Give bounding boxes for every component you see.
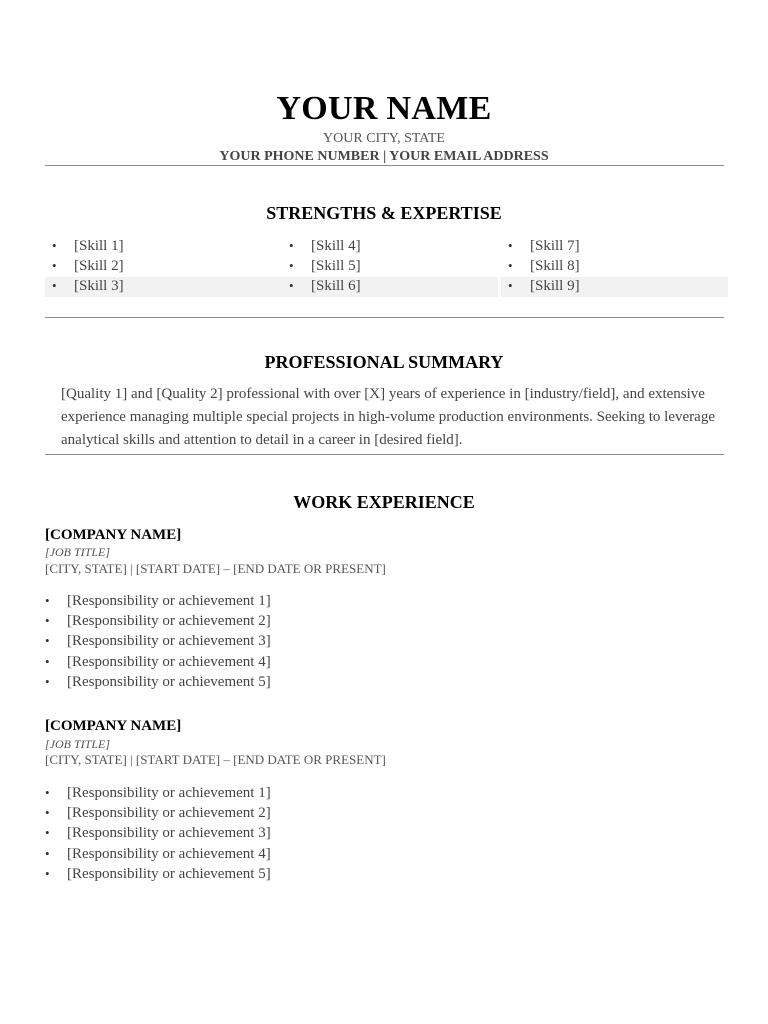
list-item: • [Responsibility or achievement 5] bbox=[45, 672, 645, 692]
responsibility-list bbox=[45, 591, 645, 692]
list-item: • [Responsibility or achievement 1] bbox=[45, 783, 645, 803]
skill-item: • [Skill 5] bbox=[289, 258, 361, 274]
bullet-icon: • bbox=[45, 805, 50, 821]
skills-row-highlight bbox=[45, 277, 728, 297]
bullet-icon: • bbox=[52, 238, 57, 253]
summary-title: PROFESSIONAL SUMMARY bbox=[264, 352, 504, 372]
experience-title: WORK EXPERIENCE bbox=[293, 492, 475, 512]
company-name: [COMPANY NAME] bbox=[45, 527, 182, 543]
bullet-icon: • bbox=[45, 633, 50, 649]
bullet-icon: • bbox=[45, 825, 50, 841]
header-divider bbox=[45, 165, 724, 166]
skill-item: • [Skill 4] bbox=[289, 238, 361, 254]
strengths-title: STRENGTHS & EXPERTISE bbox=[266, 203, 502, 223]
skill-item: • [Skill 7] bbox=[508, 238, 580, 254]
list-item: • [Responsibility or achievement 2] bbox=[45, 803, 645, 823]
candidate-location: YOUR CITY, STATE bbox=[323, 131, 445, 146]
list-item: • [Responsibility or achievement 4] bbox=[45, 652, 645, 672]
list-item: • [Responsibility or achievement 3] bbox=[45, 631, 645, 651]
bullet-icon: • bbox=[289, 258, 294, 273]
job-title: [JOB TITLE] bbox=[45, 545, 111, 559]
bullet-icon: • bbox=[45, 653, 50, 669]
responsibility-list bbox=[45, 783, 645, 884]
candidate-contact: YOUR PHONE NUMBER | YOUR EMAIL ADDRESS bbox=[219, 149, 549, 164]
list-item: • [Responsibility or achievement 2] bbox=[45, 611, 645, 631]
job-meta: [CITY, STATE] | [START DATE] – [END DATE OR PRESENT] bbox=[45, 752, 386, 767]
candidate-name: YOUR NAME bbox=[276, 90, 492, 127]
bullet-icon: • bbox=[289, 278, 294, 293]
summary-divider bbox=[45, 454, 724, 455]
bullet-icon: • bbox=[45, 613, 50, 629]
skill-item: • [Skill 8] bbox=[508, 258, 580, 274]
job-title: [JOB TITLE] bbox=[45, 737, 111, 751]
skill-item: • [Skill 2] bbox=[52, 258, 124, 274]
skill-item: • [Skill 3] bbox=[52, 278, 124, 294]
bullet-icon: • bbox=[508, 238, 513, 253]
list-item: • [Responsibility or achievement 3] bbox=[45, 823, 645, 843]
skill-item: • [Skill 6] bbox=[289, 278, 361, 294]
list-item: • [Responsibility or achievement 5] bbox=[45, 864, 645, 884]
strengths-divider bbox=[45, 317, 724, 318]
bullet-icon: • bbox=[45, 673, 50, 689]
bullet-icon: • bbox=[52, 258, 57, 273]
bullet-icon: • bbox=[52, 278, 57, 293]
bullet-icon: • bbox=[45, 845, 50, 861]
bullet-icon: • bbox=[508, 278, 513, 293]
list-item: • [Responsibility or achievement 1] bbox=[45, 591, 645, 611]
skill-item: • [Skill 1] bbox=[52, 238, 124, 254]
bullet-icon: • bbox=[508, 258, 513, 273]
company-name: [COMPANY NAME] bbox=[45, 718, 182, 734]
bullet-icon: • bbox=[289, 238, 294, 253]
bullet-icon: • bbox=[45, 593, 50, 608]
skill-item: • [Skill 9] bbox=[508, 278, 580, 294]
bullet-icon: • bbox=[45, 785, 50, 800]
summary-text: [Quality 1] and [Quality 2] professional with over [X] years of experience in [industry/field], and extensive experience managing multiple special projects in high-volume production environments. Seeking to leverage analytical skills and attention to detail in a career in [desired field]. bbox=[61, 386, 715, 448]
job-meta: [CITY, STATE] | [START DATE] – [END DATE OR PRESENT] bbox=[45, 561, 386, 576]
skills-grid bbox=[45, 236, 728, 297]
list-item: • [Responsibility or achievement 4] bbox=[45, 844, 645, 864]
bullet-icon: • bbox=[45, 865, 50, 881]
